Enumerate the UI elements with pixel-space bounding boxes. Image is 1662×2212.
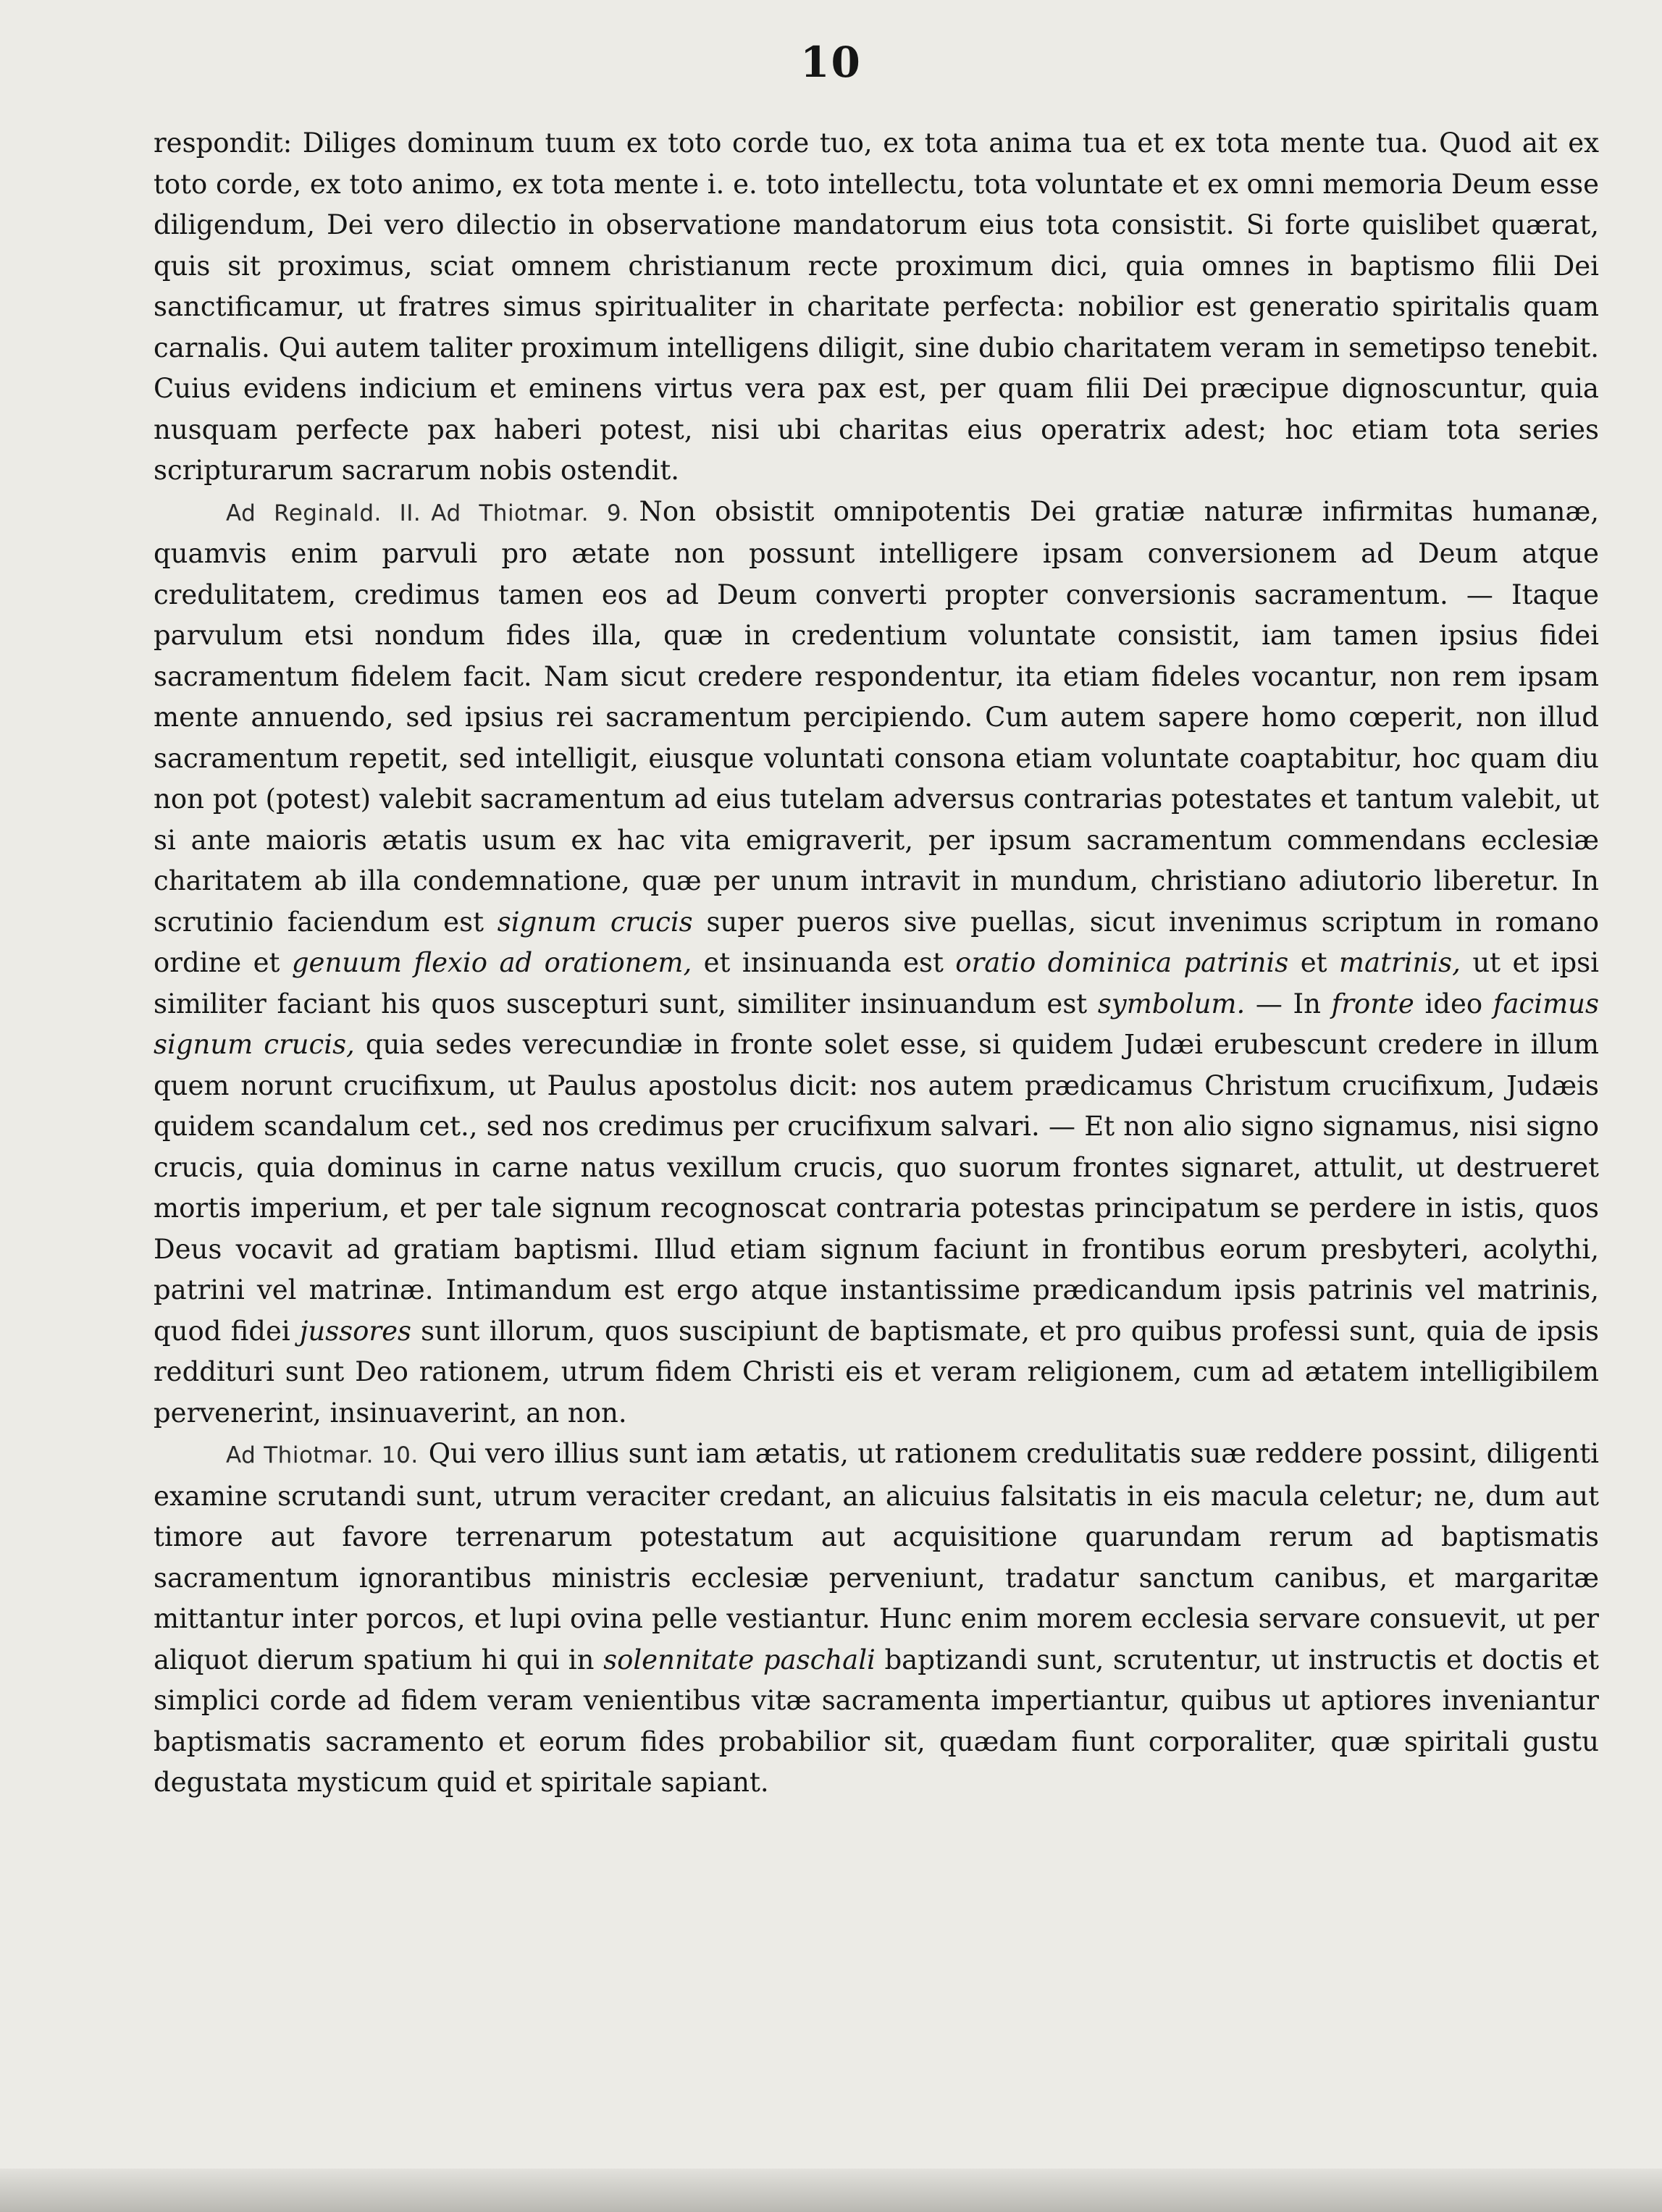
italic-phrase: matrinis, — [1338, 947, 1461, 978]
text-run: Qui vero illius sunt iam ætatis, ut rationem credulitatis suæ reddere possint, diligenti examine scrutandi sunt, utrum veraciter credant, an alicuius falsitatis in eis macula celetur; ne, dum aut timore aut favore terrenarum potestatum aut acquisitione quarundam rerum ad baptismatis sacramentum ignorantibus ministris ecclesiæ perveniunt, tradatur sanctum canibus, et margaritæ mittantur inter porcos, et lupi ovina pelle vestiantur. Hunc enim morem ecclesia servare consuevit, ut per aliquot dierum spatium hi qui in — [154, 1438, 1599, 1675]
text-run: — In — [1245, 988, 1332, 1019]
text-run: ideo — [1414, 988, 1493, 1019]
italic-phrase: oratio dominica patrinis — [955, 947, 1289, 978]
italic-phrase: fronte — [1331, 988, 1414, 1019]
text-run: sunt illorum, quos suscipiunt de baptismate, et pro quibus professi sunt, quia de ipsis reddituri sunt Deo rationem, utrum fidem Christi eis et veram religionem, cum ad ætatem intelligibilem pervenerint, insinuaverint, an non. — [154, 1315, 1599, 1429]
marginal-reference: Ad Thiotmar. 10. — [226, 1442, 419, 1468]
italic-phrase: solennitate paschali — [603, 1644, 876, 1675]
marginal-reference: Ad Reginald. II. — [226, 500, 421, 526]
italic-phrase: genuum flexio ad orationem, — [291, 947, 692, 978]
paragraph-1 — [154, 123, 1599, 492]
italic-phrase: jussores — [299, 1315, 411, 1347]
text-run: et insinuanda est — [692, 947, 956, 978]
italic-phrase: signum crucis — [497, 906, 693, 938]
italic-phrase: symbolum. — [1097, 988, 1246, 1019]
italic-phrase: facimus signum crucis, — [154, 988, 1599, 1060]
paragraph-2 — [154, 492, 1599, 1434]
paragraph-2-text — [154, 496, 1599, 1429]
text-run: super pueros sive puellas, sicut invenimus scriptum in romano ordine et — [154, 906, 1599, 978]
paragraph-3-text — [154, 1438, 1599, 1798]
page-body — [154, 123, 1599, 1804]
text-run: et — [1288, 947, 1339, 978]
paragraph-1-text: respondit: Diliges dominum tuum ex toto corde tuo, ex tota anima tua et ex tota mente tua. Quod ait ex toto corde, ex toto animo, ex tota mente i. e. toto intellectu, tota voluntate et ex omni memoria Deum esse diligendum, Dei vero dilectio in observatione mandatorum eius tota consistit. Si forte quislibet quærat, quis sit proximus, sciat omnem christianum recte proximum dici, quia omnes in baptismo filii Dei sanctificamur, ut fratres simus spiritualiter in charitate perfecta: nobilior est generatio spiritalis quam carnalis. Qui autem taliter proximum intelligens diligit, sine dubio charitatem veram in semetipso tenebit. Cuius evidens indicium et eminens virtus vera pax est, per quam filii Dei præcipue dignoscuntur, quia nusquam perfecte pax haberi potest, nisi ubi charitas eius operatrix adest; hoc etiam tota series scripturarum sacrarum nobis ostendit. — [154, 127, 1599, 486]
text-run: Non obsistit omnipotentis Dei gratiæ naturæ infirmitas humanæ, quamvis enim parvuli pro ætate non possunt intelligere ipsam conversionem ad Deum atque credulitatem, credimus tamen eos ad Deum converti propter conversionis sacramentum. — Itaque parvulum etsi nondum fides illa, quæ in credentium voluntate consistit, iam tamen ipsius fidei sacramentum fidelem facit. Nam sicut credere respondentur, ita etiam fideles vocantur, non rem ipsam mente annuendo, sed ipsius rei sacramentum percipiendo. Cum autem sapere homo cœperit, non illud sacramentum repetit, sed intelligit, eiusque voluntati consona etiam voluntate coaptabitur, hoc quam diu non pot (potest) valebit sacramentum ad eius tutelam adversus contrarias potestates et tantum valebit, ut si ante maioris ætatis usum ex hac vita emigraverit, per ipsum sacramentum commendans ecclesiæ charitatem ab illa condemnatione, quæ per unum intravit in mundum, christiano adiutorio liberetur. In scrutinio faciendum est — [154, 495, 1599, 938]
marginal-reference: Ad Thiotmar. 9. — [431, 500, 629, 526]
paragraph-3 — [154, 1434, 1599, 1804]
text-run: quia sedes verecundiæ in fronte solet esse, si quidem Judæi erubescunt credere in illum quem norunt crucifixum, ut Paulus apostolus dicit: nos autem prædicamus Christum crucifixum, Judæis quidem scandalum cet., sed nos credimus per crucifixum salvari. — Et non alio signo signamus, nisi signo crucis, quia dominus in carne natus vexillum crucis, quo suorum frontes signaret, attulit, ut destrueret mortis imperium, et per tale signum recognoscat contraria potestas principatum se perdere in istis, quos Deus vocavit ad gratiam baptismi. Illud etiam signum faciunt in frontibus eorum presbyteri, acolythi, patrini vel matrinæ. Intimandum est ergo atque instantissime prædicandum ipsis patrinis vel matrinis, quod fidei — [154, 1029, 1599, 1347]
text-run: ut et ipsi similiter faciant his quos suscepturi sunt, similiter insinuandum est — [154, 947, 1599, 1019]
page-number: 10 — [800, 38, 862, 87]
text-run: baptizandi sunt, scrutentur, ut instructis et doctis et simplici corde ad fidem veram venientibus vitæ sacramenta impertiantur, quibus ut aptiores inveniantur baptismatis sacramento et eorum fides probabilior sit, quædam fiunt corporaliter, quæ spiritali gustu degustata mysticum quid et spiritale sapiant. — [154, 1644, 1599, 1798]
scan-edge — [0, 2169, 1662, 2212]
